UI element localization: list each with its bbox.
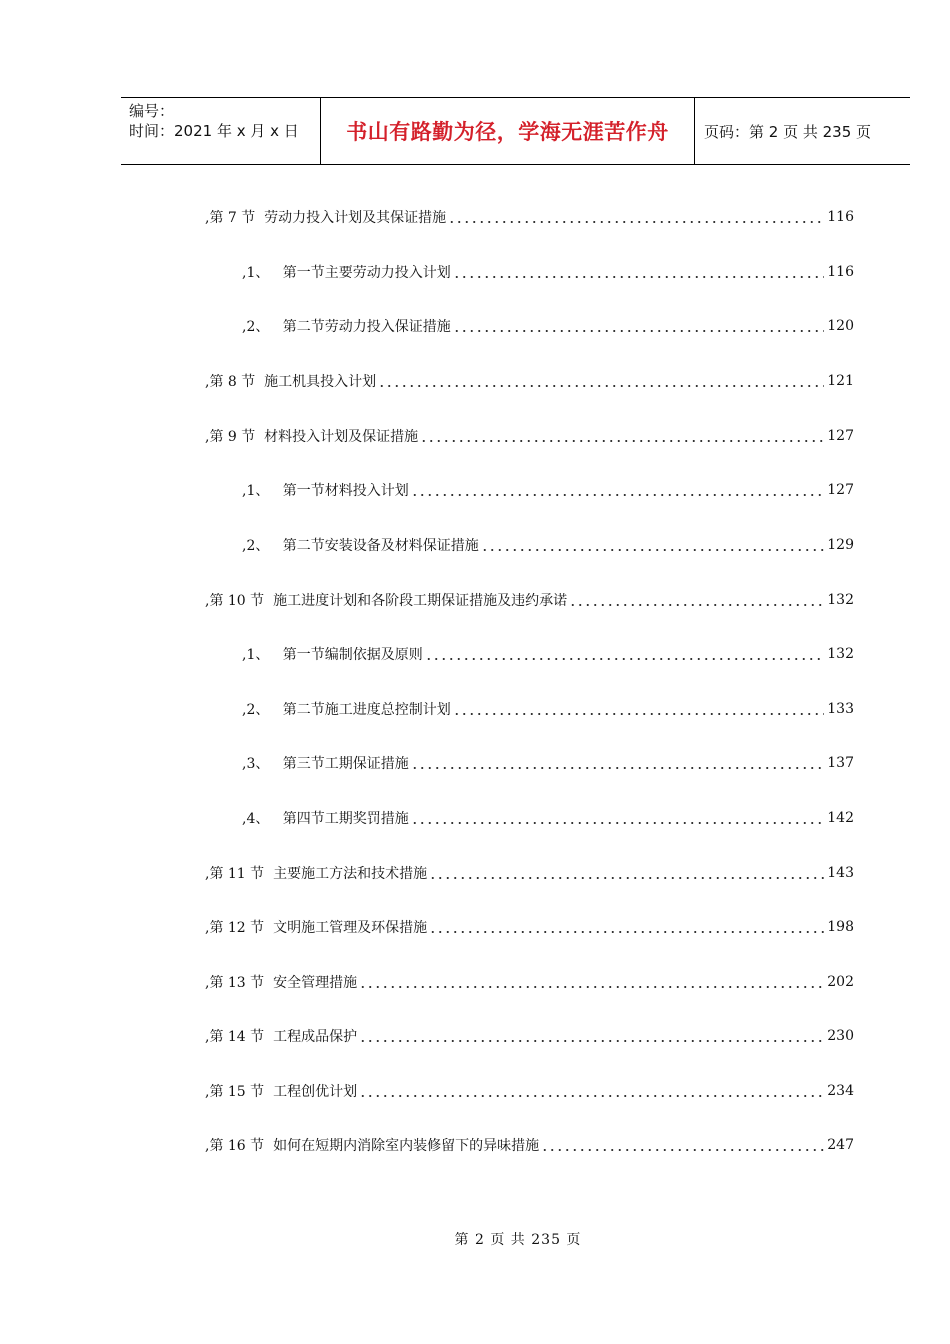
- toc-leader-dots: [453, 319, 825, 333]
- toc-leader-dots: [359, 1084, 824, 1098]
- toc-entry-label: ,4、 第四节工期奖罚措施: [242, 811, 409, 827]
- toc-entry[interactable]: [0, 206, 950, 228]
- toc-leader-dots: [448, 210, 824, 224]
- toc-leader-dots: [420, 429, 824, 443]
- toc-entry-page: 121: [827, 373, 854, 389]
- footer-page-number: 第 2 页 共 235 页: [454, 1232, 582, 1248]
- toc-entry[interactable]: [0, 425, 950, 447]
- document-number-label: 编号：: [129, 102, 175, 120]
- header-page-number: 页码：第 2 页 共 235 页: [704, 122, 872, 141]
- toc-entry-label: ,第 7 节 劳动力投入计划及其保证措施: [205, 210, 447, 226]
- header-motto: 书山有路勤为径，学海无涯苦作舟: [346, 120, 669, 144]
- toc-entry[interactable]: [0, 698, 950, 720]
- toc-entry[interactable]: [0, 643, 950, 665]
- toc-leader-dots: [429, 920, 824, 934]
- toc-entry-label: ,第 11 节 主要施工方法和技术措施: [205, 866, 428, 882]
- toc-entry[interactable]: [0, 1134, 950, 1156]
- toc-entry-label: ,2、 第二节安装设备及材料保证措施: [242, 538, 479, 554]
- toc-entry-label: ,1、 第一节主要劳动力投入计划: [242, 265, 451, 281]
- toc-entry-label: ,1、 第一节编制依据及原则: [242, 647, 423, 663]
- toc-entry-page: 116: [827, 209, 854, 225]
- toc-entry[interactable]: [0, 862, 950, 884]
- page-footer: [0, 1229, 950, 1249]
- toc-leader-dots: [359, 1029, 824, 1043]
- toc-leader-dots: [411, 483, 825, 497]
- toc-entry-page: 129: [827, 537, 854, 553]
- toc-entry[interactable]: [0, 916, 950, 938]
- toc-entry-page: 133: [827, 701, 854, 717]
- toc-entry[interactable]: [0, 534, 950, 556]
- toc-leader-dots: [453, 702, 825, 716]
- header-meta-cell: [121, 98, 321, 164]
- toc-leader-dots: [359, 975, 824, 989]
- page-header: [121, 97, 910, 165]
- header-page-cell: [695, 98, 910, 164]
- toc-entry-page: 127: [827, 482, 854, 498]
- toc-leader-dots: [411, 811, 825, 825]
- toc-entry[interactable]: [0, 261, 950, 283]
- toc-entry-label: ,第 16 节 如何在短期内消除室内装修留下的异味措施: [205, 1138, 540, 1154]
- toc-entry[interactable]: [0, 971, 950, 993]
- toc-entry[interactable]: [0, 315, 950, 337]
- toc-entry-label: ,1、 第一节材料投入计划: [242, 483, 409, 499]
- toc-entry-label: ,3、 第三节工期保证措施: [242, 756, 409, 772]
- toc-entry-page: 247: [827, 1137, 854, 1153]
- toc-leader-dots: [411, 756, 825, 770]
- toc-entry[interactable]: [0, 807, 950, 829]
- toc-entry-page: 143: [827, 865, 854, 881]
- document-time-label: 时间：2021 年 x 月 x 日: [129, 122, 299, 140]
- toc-leader-dots: [453, 265, 825, 279]
- toc-entry-label: ,2、 第二节施工进度总控制计划: [242, 702, 451, 718]
- toc-entry-label: ,第 12 节 文明施工管理及环保措施: [205, 920, 428, 936]
- toc-entry-page: 230: [827, 1028, 854, 1044]
- toc-entry-label: ,第 15 节 工程创优计划: [205, 1084, 358, 1100]
- toc-entry-page: 127: [827, 428, 854, 444]
- toc-entry-page: 198: [827, 919, 854, 935]
- toc-entry-label: ,第 14 节 工程成品保护: [205, 1029, 358, 1045]
- toc-entry-page: 142: [827, 810, 854, 826]
- toc-entry-page: 137: [827, 755, 854, 771]
- toc-entry-label: ,2、 第二节劳动力投入保证措施: [242, 319, 451, 335]
- toc-leader-dots: [481, 538, 825, 552]
- toc-leader-dots: [378, 374, 824, 388]
- toc-entry-page: 132: [827, 592, 854, 608]
- toc-entry-label: ,第 8 节 施工机具投入计划: [205, 374, 377, 390]
- toc-entry[interactable]: [0, 589, 950, 611]
- toc-entry[interactable]: [0, 370, 950, 392]
- toc-entry[interactable]: [0, 1080, 950, 1102]
- toc-entry-label: ,第 10 节 施工进度计划和各阶段工期保证措施及违约承诺: [205, 593, 568, 609]
- toc-entry[interactable]: [0, 1025, 950, 1047]
- toc-leader-dots: [569, 593, 824, 607]
- toc-entry-page: 202: [827, 974, 854, 990]
- toc-entry-label: ,第 13 节 安全管理措施: [205, 975, 358, 991]
- toc-entry-page: 120: [827, 318, 854, 334]
- toc-entry-page: 234: [827, 1083, 854, 1099]
- toc-leader-dots: [541, 1138, 824, 1152]
- header-motto-cell: [321, 98, 695, 164]
- toc-leader-dots: [429, 866, 824, 880]
- toc-entry-page: 116: [827, 264, 854, 280]
- toc-leader-dots: [425, 647, 825, 661]
- toc-entry-page: 132: [827, 646, 854, 662]
- toc-entry-label: ,第 9 节 材料投入计划及保证措施: [205, 429, 419, 445]
- toc-entry[interactable]: [0, 752, 950, 774]
- toc-entry[interactable]: [0, 479, 950, 501]
